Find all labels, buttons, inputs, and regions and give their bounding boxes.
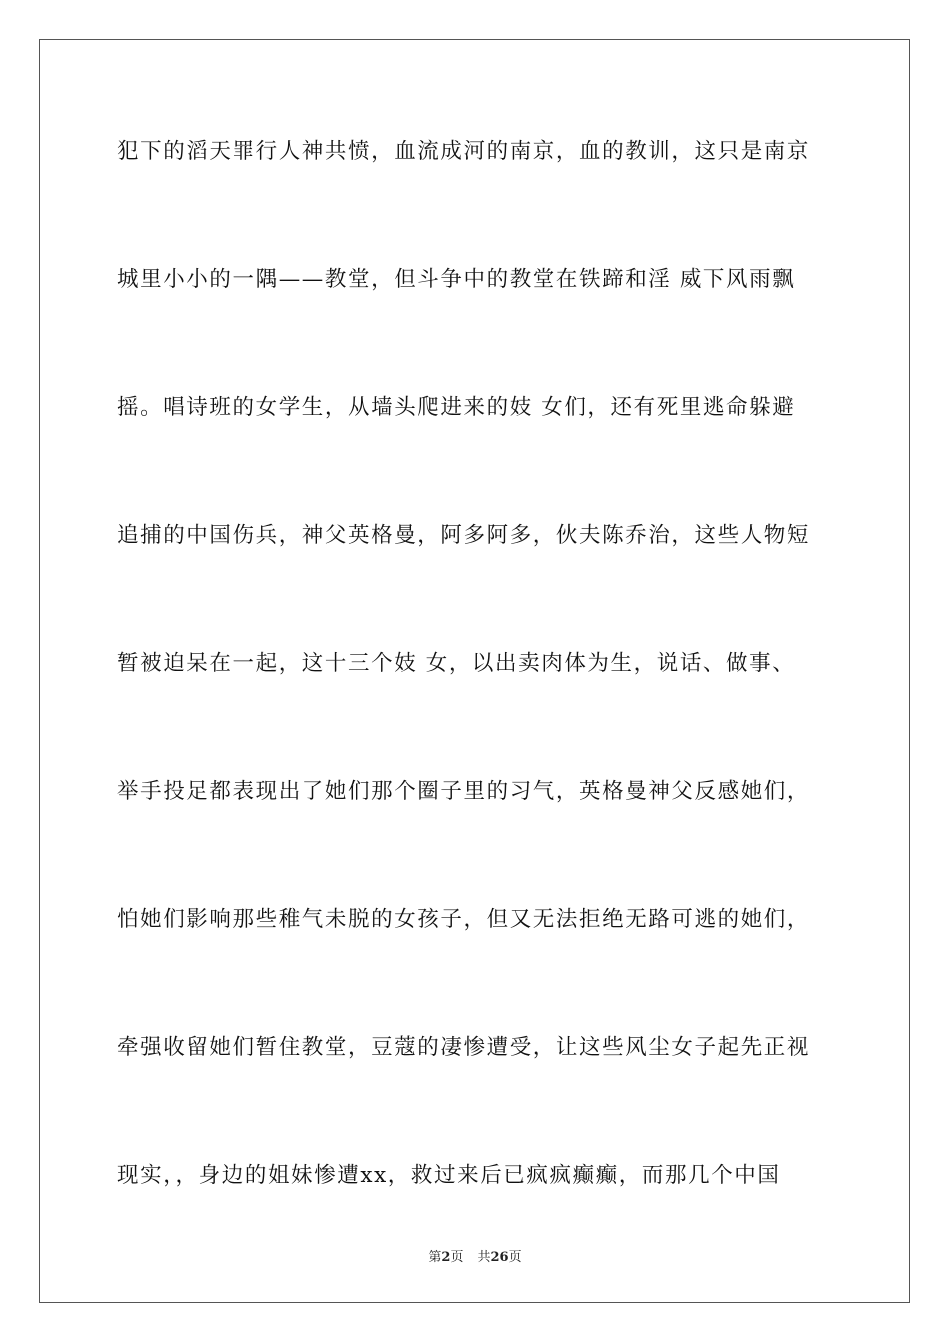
text-line: 举手投足都表现出了她们那个圈子里的习气，英格曼神父反感她们， — [117, 779, 811, 804]
text-line: 追捕的中国伤兵，神父英格曼，阿多阿多，伙夫陈乔治，这些人物短 — [117, 523, 811, 548]
total-suffix: 页 — [508, 1250, 522, 1265]
text-line: 怕她们影响那些稚气未脱的女孩子，但又无法拒绝无路可逃的她们， — [117, 907, 811, 932]
page-number: 2 — [441, 1250, 451, 1265]
total-prefix: 共 — [477, 1250, 491, 1265]
text-line: 暂被迫呆在一起，这十三个妓 女，以出卖肉体为生，说话、做事、 — [117, 651, 796, 676]
text-line: 犯下的滔天罪行人神共愤，血流成河的南京，血的教训，这只是南京 — [117, 139, 811, 164]
body-text — [117, 132, 837, 1284]
text-line: 城里小小的一隅——教堂，但斗争中的教堂在铁蹄和淫 威下风雨飘 — [117, 267, 796, 292]
page-footer — [0, 1246, 950, 1265]
total-pages: 26 — [490, 1250, 509, 1265]
page-prefix: 第 — [428, 1250, 442, 1265]
page-suffix: 页 — [450, 1250, 464, 1265]
text-line: 现实，，身边的姐妹惨遭xx，救过来后已疯疯癫癫，而那几个中国 — [117, 1163, 781, 1188]
text-line: 摇。唱诗班的女学生，从墙头爬进来的妓 女们，还有死里逃命躲避 — [117, 395, 796, 420]
text-line: 牵强收留她们暂住教堂，豆蔻的凄惨遭受，让这些风尘女子起先正视 — [117, 1035, 811, 1060]
